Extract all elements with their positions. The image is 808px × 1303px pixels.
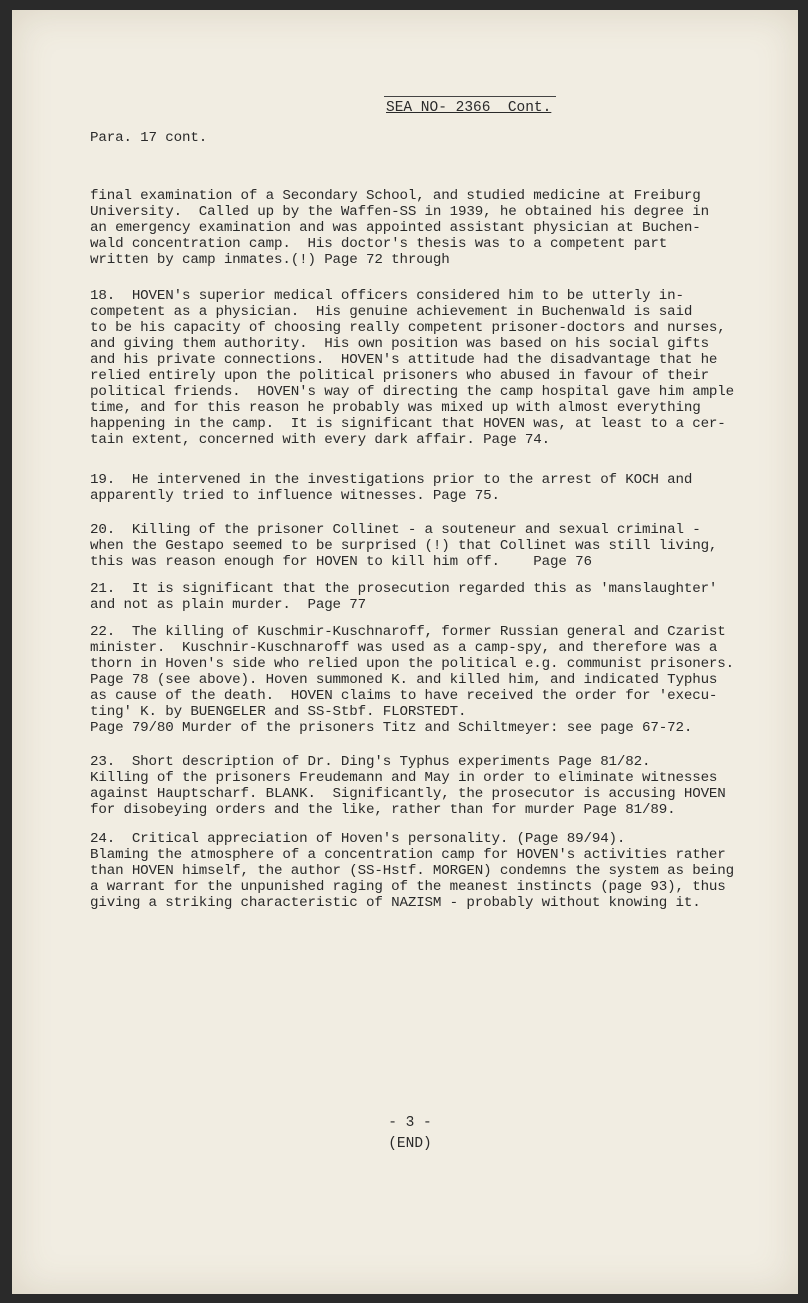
paragraph-20: 20. Killing of the prisoner Collinet - a souteneur and sexual criminal - when the Gestapo seemed to be surprised (!) that Collinet was still living, this was reason enough for HOVEN to kill him off. Page 76	[90, 522, 718, 570]
document-reference: SEA NO- 2366 Cont.	[386, 100, 552, 116]
header-rule	[384, 96, 556, 97]
paragraph-23: 23. Short description of Dr. Ding's Typhus experiments Page 81/82. Killing of the prisoners Freudemann and May in order to eliminate witnesses against Hauptscharf. BLANK. Significantly, the prosecutor is accusing HOVEN for disobeying orders and the like, rather than for murder Page 81/89.	[90, 754, 726, 818]
para-label: Para. 17 cont.	[90, 130, 208, 146]
paragraph-17-cont: final examination of a Secondary School, and studied medicine at Freiburg University. Called up by the Waffen-SS in 1939, he obtained his degree in an emergency examination and was appointed assistant physician at Buchen- wald concentration camp. His doctor's thesis was to a competent part written by camp inmates.(!) Page 72 through	[90, 188, 709, 268]
page-number: - 3 -	[388, 1115, 432, 1131]
paragraph-21: 21. It is significant that the prosecution regarded this as 'manslaughter' and not as plain murder. Page 77	[90, 581, 718, 613]
paragraph-18: 18. HOVEN's superior medical officers considered him to be utterly in- competent as a physician. His genuine achievement in Buchenwald is said to be his capacity of choosing really competent prisoner-doctors and nurses, and giving them authority. His own position was based on his social gifts and his private connections. HOVEN's attitude had the disadvantage that he relied entirely upon the political prisoners who abused in favour of their political friends. HOVEN's way of directing the camp hospital gave him ample time, and for this reason he probably was mixed up with almost everything happening in the camp. It is significant that HOVEN was, at least to a cer- tain extent, concerned with every dark affair. Page 74.	[90, 288, 735, 448]
paragraph-22: 22. The killing of Kuschmir-Kuschnaroff, former Russian general and Czarist minister. Kuschnir-Kuschnaroff was used as a camp-spy, and therefore was a thorn in Hoven's side who relied upon the political e.g. communist prisoners. Page 78 (see above). Hoven summoned K. and killed him, and indicated Typhus as cause of the death. HOVEN claims to have received the order for 'execu- ting' K. by BUENGELER and SS-Stbf. FLORSTEDT. Page 79/80 Murder of the prisoners Titz and Schiltmeyer: see page 67-72.	[90, 624, 735, 736]
paragraph-24: 24. Critical appreciation of Hoven's personality. (Page 89/94). Blaming the atmosphere of a concentration camp for HOVEN's activities rather than HOVEN himself, the author (SS-Hstf. MORGEN) condemns the system as being a warrant for the unpunished raging of the meanest instincts (page 93), thus giving a striking characteristic of NAZISM - probably without knowing it.	[90, 831, 735, 911]
paragraph-19: 19. He intervened in the investigations prior to the arrest of KOCH and apparently tried to influence witnesses. Page 75.	[90, 472, 693, 504]
end-mark: (END)	[388, 1136, 432, 1152]
page-footer	[380, 1113, 440, 1155]
